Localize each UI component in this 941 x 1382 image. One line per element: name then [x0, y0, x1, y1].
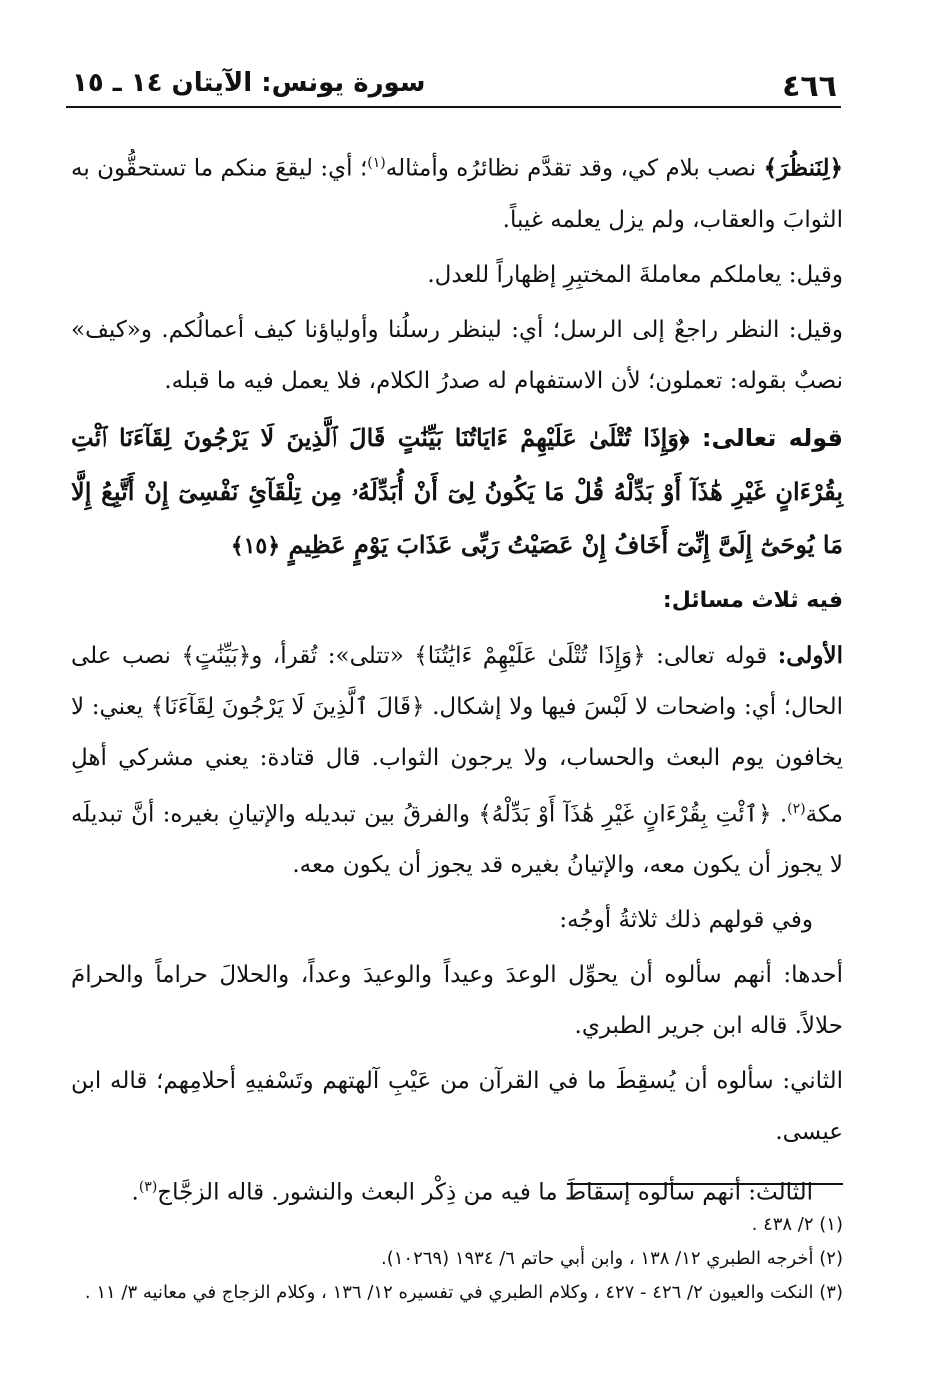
wujuh-intro: وفي قولهم ذلك ثلاثةُ أوجُه: [559, 907, 813, 934]
footnote-ref-2[interactable]: (٢) [787, 800, 806, 817]
masala-1 [71, 630, 843, 892]
wajh-3-end: . [131, 1179, 139, 1206]
paragraph-2: وقيل: يعاملكم معاملةَ المختبِرِ إظهاراً للعدل. [427, 261, 843, 288]
wajh-3-text: الثالث: أنهم سألوه إسقاطَ ما فيه من ذِكْر البعث والنشور. قاله الزجَّاج [157, 1179, 813, 1206]
footnotes [71, 1208, 843, 1310]
masala-label: الأولى: [777, 641, 843, 669]
wajh-1: أحدها: أنهم سألوه أن يحوِّل الوعدَ وعيداً والوعيدَ وعداً، والحلالَ حراماً والحرامَ حلالاً. قاله ابن جرير الطبري. [71, 962, 843, 1040]
paragraph-3: وقيل: النظر راجعٌ إلى الرسل؛ أي: لينظر رسلُنا وأولياؤنا كيف أعمالُكم. و«كيف» نصبٌ بقوله: تعملون؛ لأن الاستفهام له صدرُ الكلام، فلا يعمل فيه ما قبله. [71, 316, 843, 394]
paragraph-text: نصب بلام كي، وقد تقدَّم نظائرُه وأمثاله [385, 155, 764, 182]
verse-text: ﴿وَإِذَا تُتْلَىٰ عَلَيْهِمْ ءَايَاتُنَا بَيِّنَٰتٍ قَالَ ٱلَّذِينَ لَا يَرْجُونَ لِقَآءَنَا ٱئْتِ بِقُرْءَانٍ غَيْرِ هَٰذَآ أَوْ بَدِّلْهُ قُلْ مَا يَكُونُ لِىٓ أَنْ أُبَدِّلَهُۥ مِن تِلْقَآئِ نَفْسِىٓ إِنْ أَتَّبِعُ إِلَّا مَا يُوحَىٰٓ إِلَىَّ إِنِّىٓ أَخَافُ إِنْ عَصَيْتُ رَبِّى عَذَابَ يَوْمٍ عَظِيمٍ [71, 422, 843, 559]
page-number: ٤٦٦ [782, 69, 837, 104]
running-head: سورة يونس: الآيتان ١٤ ـ ١٥ [72, 68, 426, 98]
footnote-3: (٣) النكت والعيون ٢/ ٤٢٦ - ٤٢٧ ، وكلام الطبري في تفسيره ١٢/ ١٣٦ ، وكلام الزجاج في معانيه ٣/ ١١ . [84, 1282, 843, 1303]
footnote-1: (١) ٢/ ٤٣٨ . [751, 1214, 843, 1235]
verse-lead: قوله تعالى: [701, 423, 843, 452]
footnote-divider [567, 1183, 843, 1185]
paragraph-1 [71, 138, 843, 246]
ayah-number-marker: ﴿١٥﴾ [230, 532, 281, 559]
paragraph-text-continued: ؛ أي: ليقعَ منكم ما تستحقُّون به الثوابَ والعقاب، ولم يزل يعلمه غيباً. [71, 155, 843, 233]
section-heading: فيه ثلاث مسائل: [662, 587, 843, 613]
quran-quote: ﴿لِنَنظُرَ﴾ [763, 154, 843, 182]
main-text [71, 138, 843, 1219]
masala-text-continued: . ﴿ٱئْتِ بِقُرْءَانٍ غَيْرِ هَٰذَآ أَوْ بَدِّلْهُ﴾ والفرقُ بين تبديله والإتيانِ بغيره: أنَّ تبديلَه لا يجوز أن يكون معه، والإتيانُ بغيره قد يجوز أن يكون معه. [71, 801, 843, 879]
verse-block [71, 411, 843, 573]
footnote-2: (٢) أخرجه الطبري ١٢/ ١٣٨ ، وابن أبي حاتم ٦/ ١٩٣٤ (١٠٢٦٩). [380, 1248, 843, 1269]
footnote-ref-1[interactable]: (١) [367, 155, 386, 171]
wajh-2: الثاني: سألوه أن يُسقِطَ ما في القرآن من عَيْبِ آلهتهم وتَسْفيهِ أحلامِهم؛ قاله ابن عيسى. [71, 1068, 843, 1146]
footnote-ref-3[interactable]: (٣) [138, 1179, 158, 1196]
masala-text: قوله تعالى: ﴿وَإِذَا تُتْلَىٰ عَلَيْهِمْ ءَايَٰتُنَا﴾ «تتلى»: تُقرأ، و﴿بَيِّنَٰتٍ﴾ نصب على الحال؛ أي: واضحات لا لَبْسَ فيها ولا إشكال. ﴿قَالَ ٱلَّذِينَ لَا يَرْجُونَ لِقَآءَنَا﴾ يعني: لا يخافون يوم البعث والحساب، ولا يرجون الثواب. قال قتادة: يعني مشركي أهلِ مكة [71, 642, 843, 828]
page-header [66, 62, 841, 108]
